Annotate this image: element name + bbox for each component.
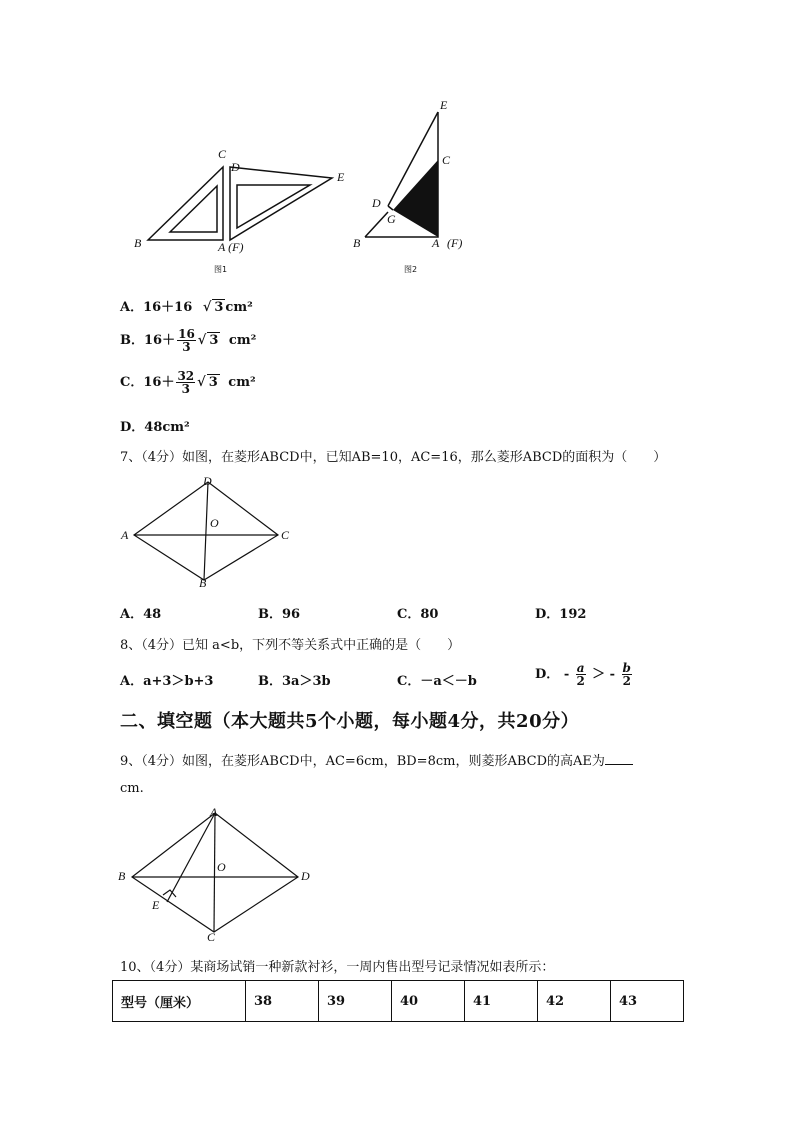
q8-d-num-a: a [576, 661, 585, 675]
fig2-label-a: A [432, 236, 440, 250]
q7-label-o: O [210, 516, 219, 530]
q9-label-a: A [210, 805, 218, 819]
fig1-caption: 图1 [214, 265, 228, 274]
q7-option-c: C．80 [397, 607, 439, 622]
q6-c-radicand: 3 [208, 375, 218, 390]
q8-d-right-sign: - [609, 667, 616, 682]
fig1-label-c: C [218, 147, 227, 161]
q8-d-den-b: 2 [622, 674, 631, 688]
q8-d-frac-a [576, 662, 586, 687]
table-cell: 41 [465, 981, 538, 1022]
q6-option-d: D．48cm² [120, 420, 190, 435]
q6-a-prefix: A．16＋16 [120, 300, 193, 315]
q6-c-num: 32 [177, 369, 195, 383]
table-cell: 38 [246, 981, 319, 1022]
q9-answer-blank[interactable] [605, 764, 633, 765]
q6-c-fraction [176, 370, 195, 395]
q8-d-gt: ＞ [592, 667, 606, 682]
q8-option-c: C．－a＜－b [397, 674, 477, 689]
q7-option-a: A．48 [120, 607, 162, 622]
fig1-label-af: A (F) [218, 240, 244, 254]
q6-b-den: 3 [182, 340, 191, 354]
q9-stem-text: 9、（4分）如图，在菱形ABCD中，AC=6cm，BD=8cm，则菱形ABCD的高AE为 [120, 754, 605, 769]
q7-stem: 7、（4分）如图，在菱形ABCD中，已知AB=10，AC=16，那么菱形ABCD的面积为（ ） [120, 450, 667, 465]
q7-label-c: C [281, 528, 290, 542]
fig1-label-d: D [231, 160, 240, 174]
fig2-label-f: (F) [447, 236, 463, 250]
q6-c-prefix: C．16＋ [120, 375, 175, 390]
q10-size-table [112, 980, 684, 1022]
q7-label-b: B [199, 576, 207, 590]
q8-option-a: A．a+3＞b+3 [120, 674, 214, 689]
q6-b-prefix: B．16＋ [120, 333, 176, 348]
table-cell: 40 [392, 981, 465, 1022]
fig2-label-b: B [353, 236, 361, 250]
q8-option-b: B．3a＞3b [258, 674, 331, 689]
table-cell: 42 [538, 981, 611, 1022]
q6-a-radicand: 3 [214, 300, 224, 315]
q8-d-label: D． [535, 667, 560, 682]
q6-c-unit: cm² [228, 375, 256, 390]
q8-d-den-a: 2 [576, 674, 585, 688]
q9-tail: cm. [120, 781, 144, 796]
fig2-label-e: E [440, 98, 448, 112]
q10-stem: 10、（4分）某商场试销一种新款衬衫，一周内售出型号记录情况如表所示： [120, 960, 555, 975]
fig2-label-d: D [372, 196, 381, 210]
table-header-cell: 型号（厘米） [113, 981, 246, 1022]
fig1-label-b: B [134, 236, 142, 250]
q9-label-c: C [207, 930, 216, 944]
table-cell: 43 [611, 981, 684, 1022]
q8-d-frac-b [622, 662, 632, 687]
fig2-caption: 图2 [404, 265, 418, 274]
figure-2 [360, 100, 470, 245]
fig2-label-g: G [387, 212, 396, 226]
fig1-label-e: E [337, 170, 345, 184]
q6-c-den: 3 [181, 382, 190, 396]
q6-option-b: B．16＋ $\frac{16}{3}$ √ 3 cm² [120, 327, 257, 354]
q6-b-num: 16 [178, 327, 195, 341]
q9-label-e: E [152, 898, 160, 912]
q8-stem: 8、（4分）已知 a<b，下列不等关系式中正确的是（ ） [120, 638, 461, 653]
q7-option-d: D．192 [535, 607, 587, 622]
q6-b-fraction [177, 328, 196, 353]
q6-a-unit: cm² [225, 300, 253, 315]
q9-label-b: B [118, 869, 126, 883]
section-2-title: 二、填空题（本大题共5个小题，每小题4分，共20分） [120, 711, 580, 732]
q6-option-c: C．16＋ $\frac{32}{3}$ √ 3 cm² [120, 369, 256, 396]
q6-b-radicand: 3 [209, 333, 219, 348]
figure-1 [120, 140, 360, 280]
fig2-label-c: C [442, 153, 451, 167]
q6-option-a: A．16＋16 √ 3 cm² [120, 300, 253, 315]
q9-stem [120, 750, 633, 769]
q8-d-left-sign: - [563, 667, 570, 682]
q7-label-a: A [121, 528, 129, 542]
q6-b-unit: cm² [228, 333, 257, 348]
q8-d-num-b: b [622, 661, 631, 675]
q9-label-d: D [301, 869, 310, 883]
q8-option-d [535, 662, 634, 687]
table-row [113, 981, 684, 1022]
table-cell: 39 [319, 981, 392, 1022]
q9-label-o: O [217, 860, 226, 874]
q7-label-d: D [203, 474, 212, 488]
q7-option-b: B．96 [258, 607, 301, 622]
